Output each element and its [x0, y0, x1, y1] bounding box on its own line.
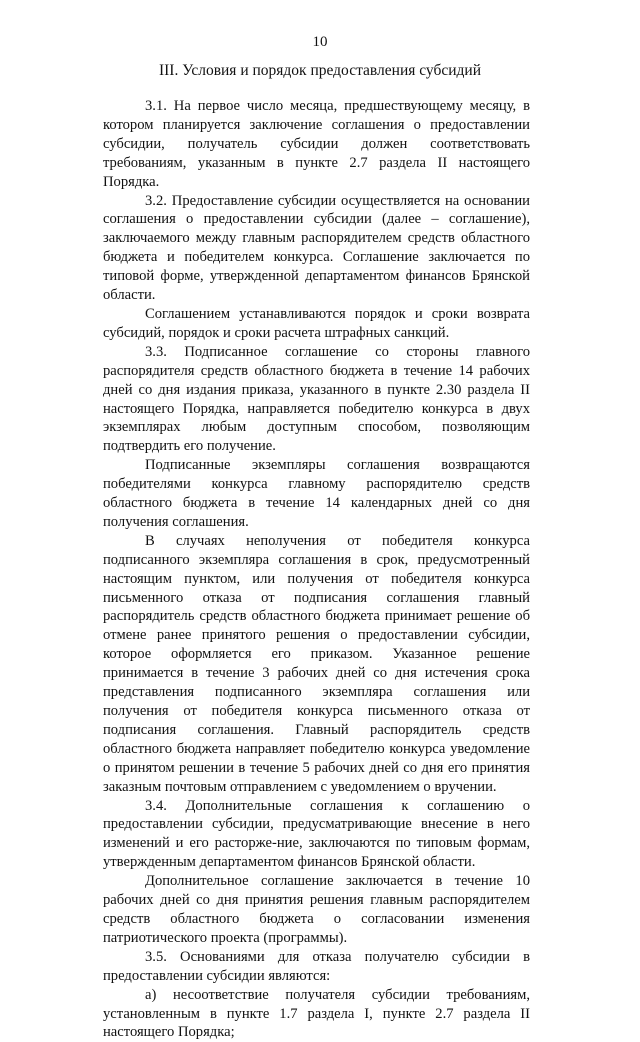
paragraph-3-2-continued: Соглашением устанавливаются порядок и сроки возврата субсидий, порядок и сроки расчета штрафных санкций.: [103, 305, 530, 341]
paragraph-3-2: 3.2. Предоставление субсидии осуществляется на основании соглашения о предоставлении субсидии (далее – соглашение), заключаемого между главным распорядителем средств областного бюджета и победителем конкурса. Соглашение заключается по типовой форме, утвержденной департаментом финансов Брянской области.: [103, 192, 530, 304]
paragraph-3-5-a: а) несоответствие получателя субсидии требованиям, установленным в пункте 1.7 раздела I, пункте 2.7 раздела II настоящего Порядка;: [103, 986, 530, 1041]
paragraph-3-4-additional: Дополнительное соглашение заключается в течение 10 рабочих дней со дня принятия решения главным распорядителем средств областного бюджета о согласовании изменения патриотического проекта (программы).: [103, 873, 530, 946]
section-heading: III. Условия и порядок предоставления субсидий: [158, 62, 481, 79]
paragraph-3-3-return: Подписанные экземпляры соглашения возвращаются победителями конкурса главному распорядителю средств областного бюджета в течение 14 календарных дней со дня получения соглашения.: [103, 457, 530, 530]
paragraph-3-1: 3.1. На первое число месяца, предшествующему месяцу, в котором планируется заключение соглашения о предоставлении субсидии, получатель субсидии должен соответствовать требованиям, указанным в пункте 2.7 раздела II настоящего Порядка.: [103, 98, 530, 190]
page-number: 10: [312, 34, 328, 50]
paragraph-3-4: 3.4. Дополнительные соглашения к соглашению о предоставлении субсидии, предусматривающие внесение в него изменений и его расторже-ние, заключаются по типовым формам, утвержденным департаментом финансов Брянской области.: [103, 797, 530, 871]
paragraph-3-5: 3.5. Основаниями для отказа получателю субсидии в предоставлении субсидии являются:: [103, 948, 530, 984]
paragraph-3-3: 3.3. Подписанное соглашение со стороны главного распорядителя средств областного бюджета в течение 14 рабочих дней со дня издания приказа, указанного в пункте 2.30 раздела II настоящего Порядка, направляется победителю конкурса в двух экземплярах любым доступным способом, позволяющим подтвердить его получение.: [103, 343, 530, 455]
paragraph-3-3-refusal: В случаях неполучения от победителя конкурса подписанного экземпляра соглашения в срок, предусмотренный настоящим пунктом, или получения от победителя конкурса письменного отказа от подписания соглашения главный распорядитель средств областного бюджета принимает решение об отмене ранее принятого решения о предоставлении субсидии, которое оформляется его приказом. Указанное решение принимается в течение 3 рабочих дней со дня истечения срока представления подписанного экземпляра соглашения или получения от победителя конкурса письменного отказа от подписания соглашения. Главный распорядитель средств областного бюджета направляет победителю конкурса уведомление о принятом решении в течение 5 рабочих дней со дня его принятия заказным почтовым отправлением с уведомлением о вручении.: [103, 532, 530, 795]
document-body: [103, 97, 530, 1042]
